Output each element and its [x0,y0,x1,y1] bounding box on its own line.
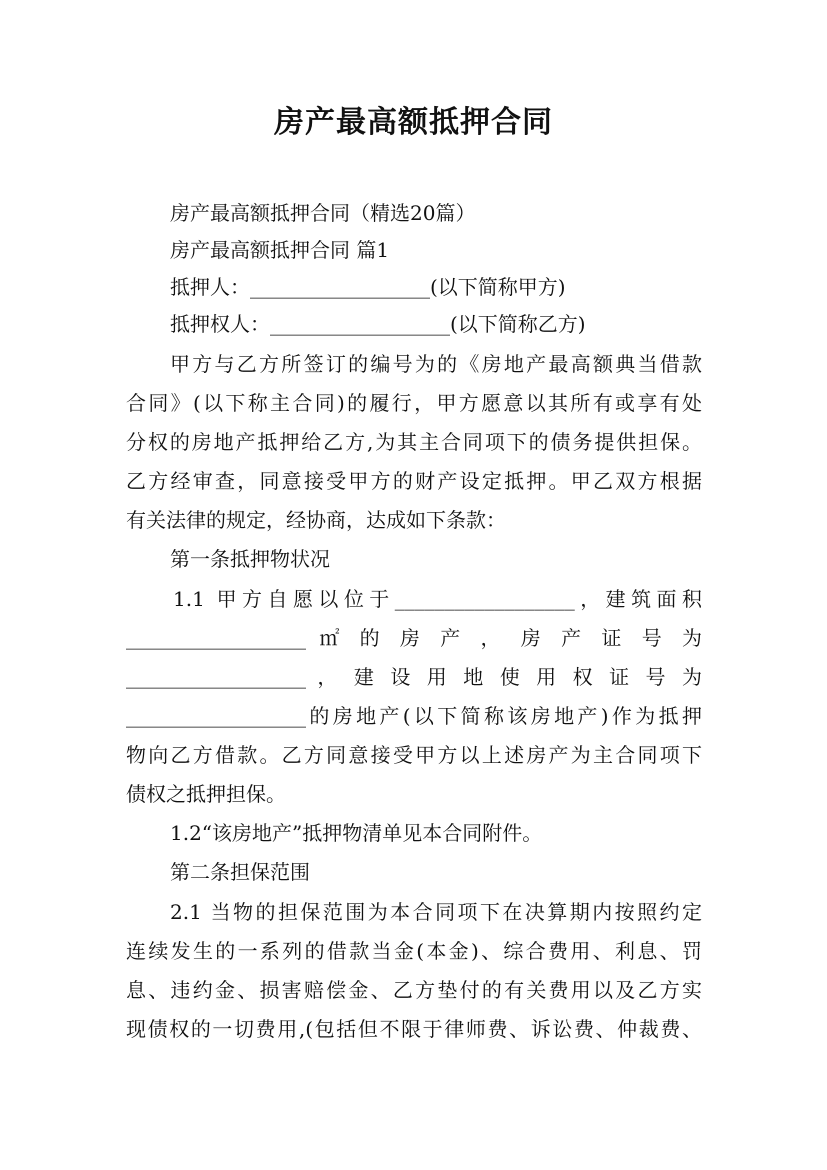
clause-line: 1.1 甲方自愿以位于__________________，建筑面积 [173,587,702,611]
clause-line: __________________的房地产(以下简称该房地产)作为抵押 [126,704,702,728]
clause-line: 连续发生的一系列的借款当金(本金)、综合费用、利息、罚 [126,939,702,963]
clause-line: __________________ ， 建 设 用 地 使 用 权 证 号 为 [126,665,702,689]
subtitle-line: 房产最高额抵押合同（精选20篇） [170,201,476,225]
paragraph-line: 甲方与乙方所签订的编号为的《房地产最高额典当借款 [170,352,702,376]
paragraph-line: 分权的房地产抵押给乙方,为其主合同项下的债务提供担保。 [126,430,702,454]
clause-line: 1.2“该房地产”抵押物清单见本合同附件。 [170,821,543,845]
article-heading: 第一条抵押物状况 [170,547,330,571]
clause-line: __________________ ㎡ 的 房 产 ， 房 产 证 号 为 [126,626,702,650]
paragraph-line: 乙方经审查，同意接受甲方的财产设定抵押。甲乙双方根据 [126,469,702,493]
clause-line: 债权之抵押担保。 [126,782,286,806]
document-title: 房产最高额抵押合同 [274,105,553,140]
clause-line: 物向乙方借款。乙方同意接受甲方以上述房产为主合同项下 [126,743,702,767]
clause-line: 2.1 当物的担保范围为本合同项下在决算期内按照约定 [170,900,702,924]
paragraph-line: 有关法律的规定，经协商，达成如下条款： [126,508,506,532]
clause-line: 息、违约金、损害赔偿金、乙方垫付的有关费用以及乙方实 [126,978,702,1002]
mortgagor-line: 抵押人：__________________(以下简称甲方) [170,275,566,299]
article-heading: 第二条担保范围 [170,860,310,884]
clause-line: 现债权的一切费用,(包括但不限于律师费、诉讼费、仲裁费、 [126,1017,702,1041]
paragraph-line: 合同》(以下称主合同)的履行，甲方愿意以其所有或享有处 [126,391,702,415]
mortgagee-line: 抵押权人：__________________(以下简称乙方) [170,312,586,336]
section-heading: 房产最高额抵押合同 篇1 [170,238,390,262]
